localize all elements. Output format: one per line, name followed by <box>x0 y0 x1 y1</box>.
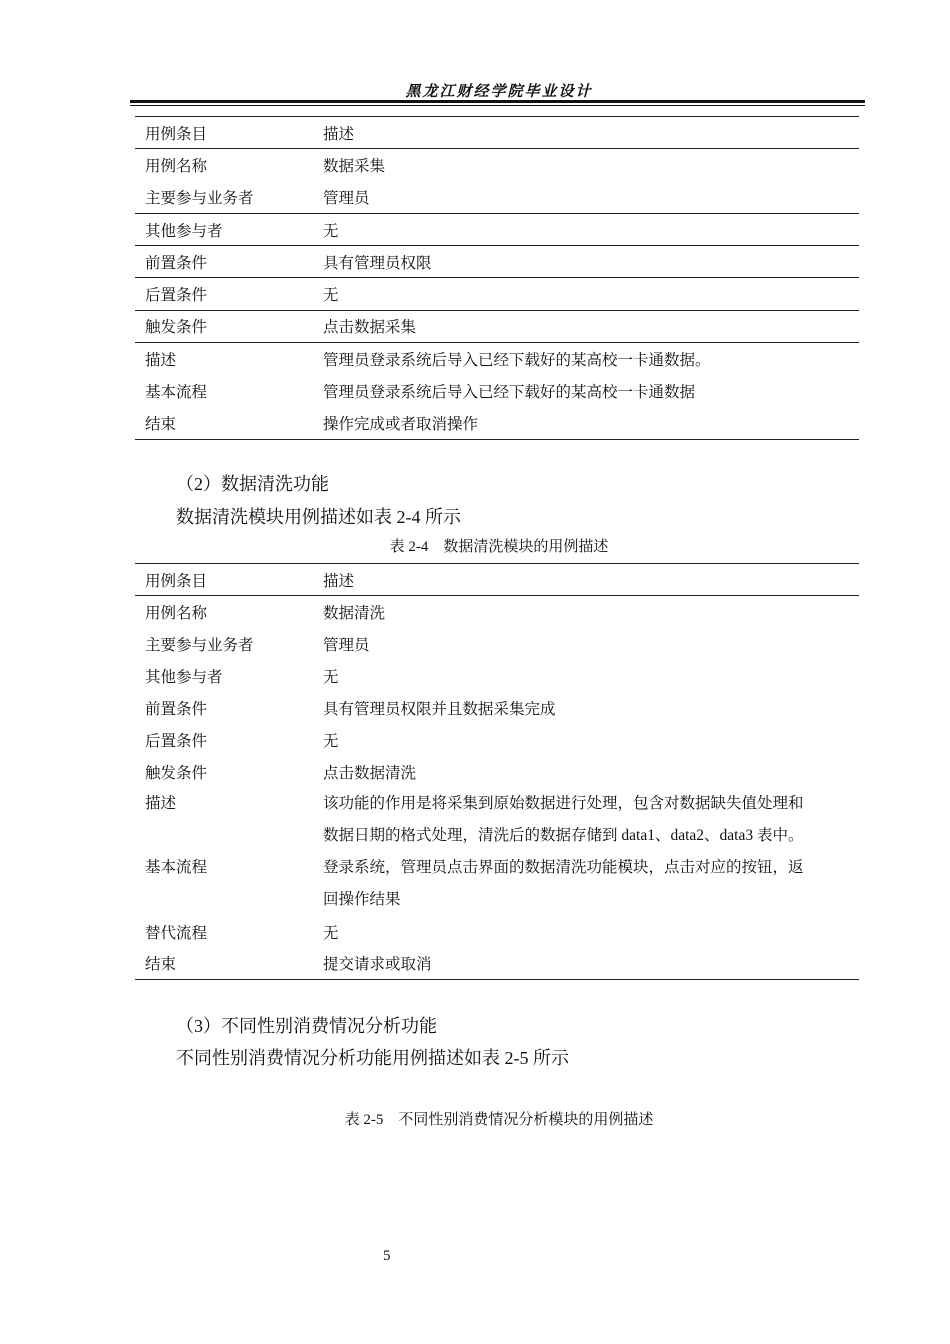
use-case-table-data-cleaning <box>135 563 859 980</box>
table-row <box>135 213 859 245</box>
table-cell: 提交请求或取消 <box>313 948 859 980</box>
table-row <box>135 756 859 788</box>
table-cell: 描述 <box>313 564 859 596</box>
table-cell: 管理员 <box>313 181 859 213</box>
table-cell: 主要参与业务者 <box>145 636 254 654</box>
table-caption: 表 2-5 不同性别消费情况分析模块的用例描述 <box>344 1112 654 1128</box>
table-cell: 无 <box>313 278 859 310</box>
section-intro: 不同性别消费情况分析功能用例描述如表 2-5 所示 <box>176 1048 569 1068</box>
table-cell: 用例名称 <box>145 158 208 176</box>
table-cell: 无 <box>313 213 859 245</box>
table-row <box>135 692 859 724</box>
table-cell: 点击数据清洗 <box>323 764 417 782</box>
desc-line: 该功能的作用是将采集到原始数据进行处理，包含对数据缺失值处理和 <box>323 794 804 812</box>
table-row <box>135 149 859 181</box>
table-cell: 描述 <box>145 794 177 812</box>
table-cell: 后置条件 <box>135 278 313 310</box>
table-row <box>135 181 859 213</box>
table-row <box>135 278 859 310</box>
table-cell: 其他参与者 <box>135 213 313 245</box>
page-number: 5 <box>383 1248 391 1264</box>
table-cell: 管理员登录系统后导入已经下载好的某高校一卡通数据。 <box>323 351 711 369</box>
table-row <box>135 596 859 628</box>
section-intro: 数据清洗模块用例描述如表 2-4 所示 <box>176 507 461 527</box>
table-cell: 后置条件 <box>145 732 208 750</box>
table-row <box>135 628 859 660</box>
table-cell: 结束 <box>135 407 313 439</box>
table-caption: 表 2-4 数据清洗模块的用例描述 <box>389 539 609 555</box>
table-row <box>135 788 859 852</box>
table-cell: 基本流程 <box>145 384 208 402</box>
table-cell: 数据清洗 <box>323 604 386 622</box>
table-cell: 用例名称 <box>145 604 208 622</box>
table-cell: 基本流程 <box>145 858 208 876</box>
table-cell: 数据采集 <box>323 158 386 176</box>
table-cell: 用例条目 <box>135 117 313 149</box>
table-cell: 替代流程 <box>145 924 208 942</box>
header-rule-thin <box>130 105 865 106</box>
table-cell: 前置条件 <box>145 700 208 718</box>
table-cell <box>313 788 859 852</box>
table-row <box>135 724 859 756</box>
table-cell: 具有管理员权限 <box>313 246 859 278</box>
table-row <box>135 948 859 980</box>
table-cell: 主要参与业务者 <box>135 181 313 213</box>
desc-line: 回操作结果 <box>323 890 401 908</box>
use-case-table-data-collection <box>135 116 859 440</box>
table-row <box>135 660 859 692</box>
table-row <box>135 407 859 439</box>
header-rule <box>130 100 865 103</box>
table-row <box>135 375 859 407</box>
table-cell: 无 <box>323 732 339 750</box>
table-cell: 触发条件 <box>135 310 313 342</box>
table-row <box>135 343 859 375</box>
table-cell: 结束 <box>135 948 313 980</box>
table-row <box>135 852 859 916</box>
desc-line: 登录系统，管理员点击界面的数据清洗功能模块，点击对应的按钮，返 <box>323 858 804 876</box>
header-title: 黑龙江财经学院毕业设计 <box>405 84 593 100</box>
table-cell: 操作完成或者取消操作 <box>313 407 859 439</box>
desc-line: 数据日期的格式处理，清洗后的数据存储到 data1、data2、data3 表中。 <box>323 826 804 844</box>
table-row <box>135 310 859 342</box>
table-cell: 触发条件 <box>145 764 208 782</box>
table-header-row <box>135 564 859 596</box>
table-cell: 描述 <box>313 117 859 149</box>
table-cell <box>313 852 859 916</box>
table-cell: 点击数据采集 <box>313 310 859 342</box>
table-header-row <box>135 117 859 149</box>
table-cell: 描述 <box>145 351 177 369</box>
section-heading: （3）不同性别消费情况分析功能 <box>176 1016 437 1036</box>
table-cell: 具有管理员权限并且数据采集完成 <box>323 700 556 718</box>
table-cell: 管理员 <box>323 636 370 654</box>
table-cell: 无 <box>323 924 339 942</box>
table-cell: 用例条目 <box>135 564 313 596</box>
section-heading: （2）数据清洗功能 <box>176 474 329 494</box>
table-row <box>135 246 859 278</box>
table-cell: 其他参与者 <box>145 668 223 686</box>
table-row <box>135 916 859 948</box>
table-cell: 无 <box>323 668 339 686</box>
table-cell: 管理员登录系统后导入已经下载好的某高校一卡通数据 <box>323 384 696 402</box>
table-cell: 前置条件 <box>135 246 313 278</box>
